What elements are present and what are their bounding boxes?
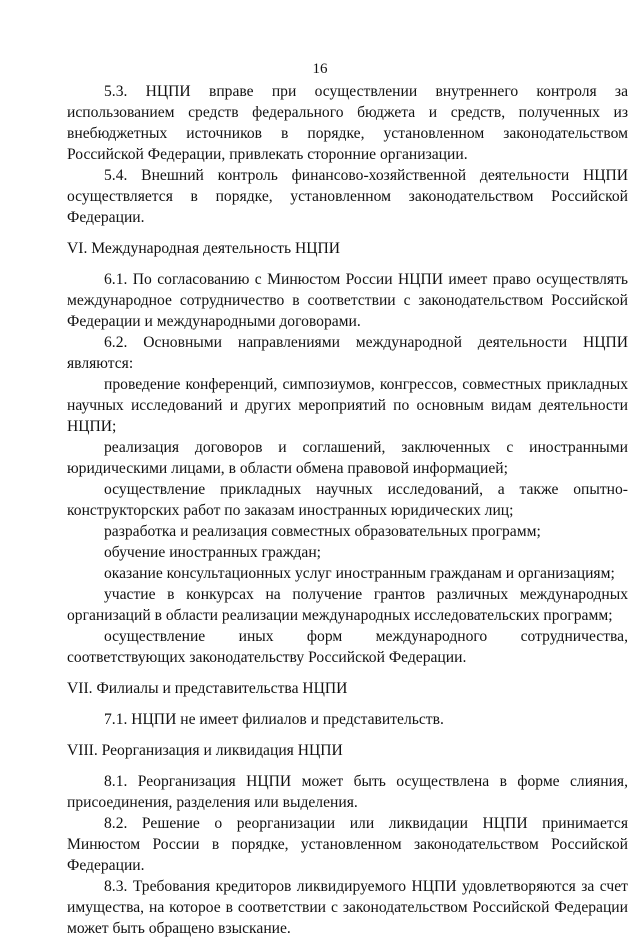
paragraph-8-1: 8.1. Реорганизация НЦПИ может быть осуществлена в форме слияния, присоединения, разделения или выделения. — [67, 773, 628, 811]
paragraph-6-1: 6.1. По согласованию с Минюстом России НЦПИ имеет право осуществлять международное сотрудничество в соответствии с законодательством Российской Федерации и международными договорами. — [67, 271, 628, 330]
paragraph-6-2: 6.2. Основными направлениями международной деятельности НЦПИ являются: — [67, 334, 628, 372]
list-item: осуществление прикладных научных исследований, а также опытно-конструкторских работ по заказам иностранных юридических лиц; — [67, 481, 628, 519]
section-heading-viii: VIII. Реорганизация и ликвидация НЦПИ — [67, 742, 343, 759]
list-item: реализация договоров и соглашений, заключенных с иностранными юридическими лицами, в области обмена правовой информацией; — [67, 439, 628, 477]
document-body — [67, 81, 628, 939]
section-heading-vi: VI. Международная деятельность НЦПИ — [67, 240, 340, 257]
paragraph-8-3: 8.3. Требования кредиторов ликвидируемого НЦПИ удовлетворяются за счет имущества, на которое в соответствии с законодательством Российской Федерации может быть обращено взыскание. — [67, 878, 628, 937]
page-number: 16 — [312, 61, 328, 77]
list-item: оказание консультационных услуг иностранным гражданам и организациям; — [104, 565, 615, 582]
paragraph-5-4: 5.4. Внешний контроль финансово-хозяйственной деятельности НЦПИ осуществляется в порядке, установленном законодательством Российской Федерации. — [67, 167, 628, 226]
list-item: проведение конференций, симпозиумов, конгрессов, совместных прикладных научных исследований и других мероприятий по основным видам деятельности НЦПИ; — [67, 376, 628, 435]
list-item: обучение иностранных граждан; — [104, 544, 322, 561]
paragraph-5-3: 5.3. НЦПИ вправе при осуществлении внутреннего контроля за использованием средств федерального бюджета и средств, полученных из внебюджетных источников в порядке, установленном законодательством Российской Федерации, привлекать сторонние организации. — [67, 83, 628, 163]
section-heading-vii: VII. Филиалы и представительства НЦПИ — [67, 680, 348, 697]
paragraph-8-2: 8.2. Решение о реорганизации или ликвидации НЦПИ принимается Минюстом России в порядке, установленном законодательством Российской Федерации. — [67, 815, 628, 874]
list-item: участие в конкурсах на получение грантов различных международных организаций в области реализации международных исследовательских программ; — [67, 586, 628, 624]
list-item: разработка и реализация совместных образовательных программ; — [104, 523, 541, 540]
paragraph-7-1: 7.1. НЦПИ не имеет филиалов и представительств. — [104, 711, 444, 728]
list-item: осуществление иных форм международного сотрудничества, соответствующих законодательству Российской Федерации. — [67, 628, 628, 666]
